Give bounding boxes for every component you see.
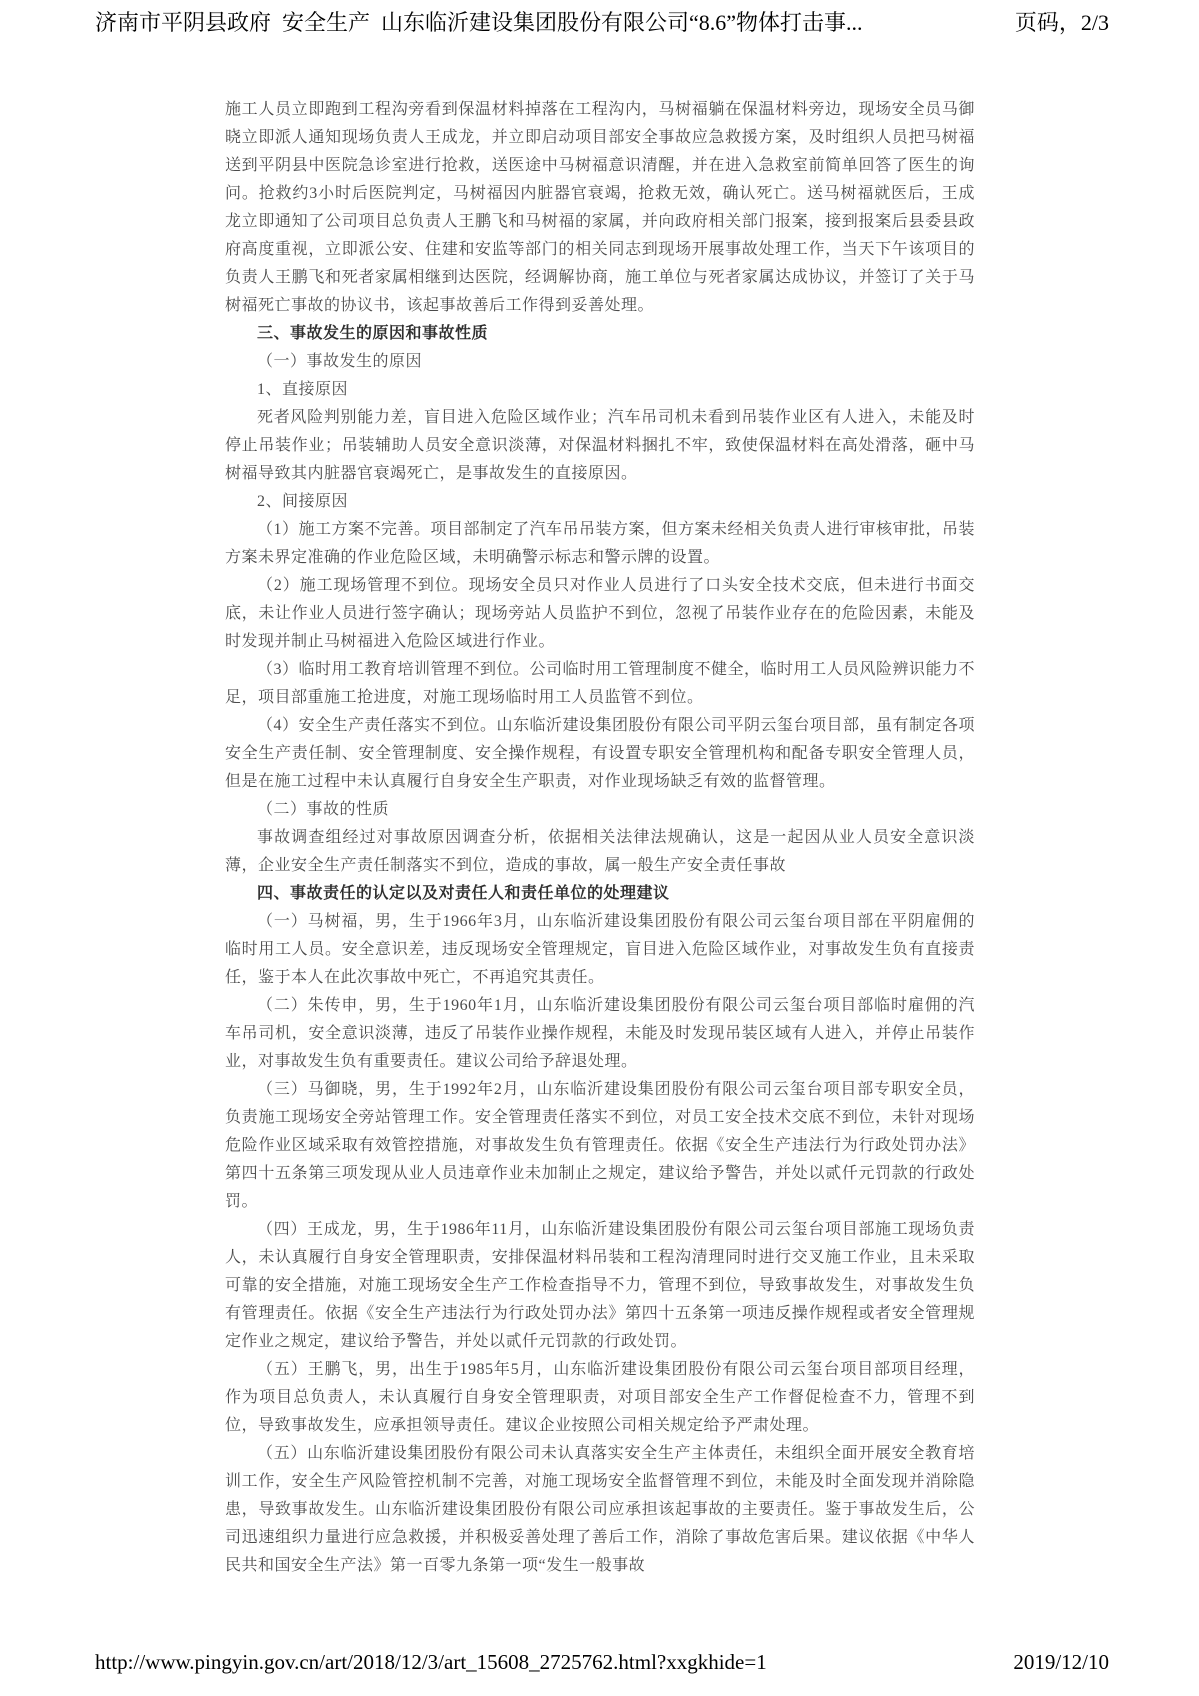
paragraph-responsible-person-1: （一）马树福，男，生于1966年3月，山东临沂建设集团股份有限公司云玺台项目部在平阴雇佣的临时用工人员。安全意识差，违反现场安全管理规定，盲目进入危险区域作业，对事故发生负有直接责任，鉴于本人在此次事故中死亡，不再追究其责任。: [225, 913, 975, 986]
paragraph-accident-nature: 事故调查组经过对事故原因调查分析，依据相关法律法规确认，这是一起因从业人员安全意识淡薄，企业安全生产责任制落实不到位，造成的事故，属一般生产安全责任事故: [225, 829, 975, 874]
header-title: 济南市平阴县政府 安全生产 山东临沂建设集团股份有限公司“8.6”物体打击事...: [95, 10, 863, 35]
paragraph-responsible-person-2: （二）朱传申，男，生于1960年1月，山东临沂建设集团股份有限公司云玺台项目部临时雇佣的汽车吊司机，安全意识淡薄，违反了吊装作业操作规程，未能及时发现吊装区域有人进入，并停止吊装作业，对事故发生负有重要责任。建议公司给予辞退处理。: [225, 997, 975, 1070]
paragraph-direct-cause: 死者风险判别能力差，盲目进入危险区域作业；汽车吊司机未看到吊装作业区有人进入，未能及时停止吊装作业；吊装辅助人员安全意识淡薄，对保温材料捆扎不牢，致使保温材料在高处滑落，砸中马树福导致其内脏器官衰竭死亡，是事故发生的直接原因。: [225, 409, 975, 482]
section-heading-responsibility: 四、事故责任的认定以及对责任人和责任单位的处理建议: [257, 885, 670, 902]
paragraph-responsible-person-5: （五）王鹏飞，男，出生于1985年5月，山东临沂建设集团股份有限公司云玺台项目部项目经理，作为项目总负责人，未认真履行自身安全管理职责，对项目部安全生产工作督促检查不力，管理不到位，导致事故发生，应承担领导责任。建议企业按照公司相关规定给予严肃处理。: [225, 1361, 975, 1434]
footer-url: http://www.pingyin.gov.cn/art/2018/12/3/art_15608_2725762.html?xxgkhide=1: [95, 1650, 767, 1674]
header-page-number: 页码，2/3: [1014, 10, 1109, 35]
paragraph-indirect-cause-4: （4）安全生产责任落实不到位。山东临沂建设集团股份有限公司平阴云玺台项目部，虽有制定各项安全生产责任制、安全管理制度、安全操作规程，有设置专职安全管理机构和配备专职安全管理人员，但是在施工过程中未认真履行自身安全生产职责，对作业现场缺乏有效的监督管理。: [225, 717, 976, 790]
paragraph-responsible-person-3: （三）马御晓，男，生于1992年2月，山东临沂建设集团股份有限公司云玺台项目部专职安全员，负责施工现场安全旁站管理工作。安全管理责任落实不到位，对员工安全技术交底不到位，未针对现场危险作业区域采取有效管控措施，对事故发生负有管理责任。依据《安全生产违法行为行政处罚办法》第四十五条第三项发现从业人员违章作业未加制止之规定，建议给予警告，并处以贰仟元罚款的行政处罚。: [225, 1081, 975, 1210]
paragraph-responsible-company: （五）山东临沂建设集团股份有限公司未认真落实安全生产主体责任，未组织全面开展安全教育培训工作，安全生产风险管控机制不完善，对施工现场安全监督管理不到位，未能及时全面发现并消除隐患，导致事故发生。山东临沂建设集团股份有限公司应承担该起事故的主要责任。鉴于事故发生后，公司迅速组织力量进行应急救援，并积极妥善处理了善后工作，消除了事故危害后果。建议依据《中华人民共和国安全生产法》第一百零九条第一项“发生一般事故: [225, 1445, 975, 1574]
section-heading-causes: 三、事故发生的原因和事故性质: [257, 325, 489, 342]
paragraph-indirect-cause-3: （3）临时用工教育培训管理不到位。公司临时用工管理制度不健全，临时用工人员风险辨识能力不足，项目部重施工抢进度，对施工现场临时用工人员监管不到位。: [225, 661, 976, 706]
label-direct-cause: 1、直接原因: [257, 381, 349, 398]
footer-date: 2019/12/10: [1013, 1650, 1109, 1674]
paragraph-indirect-cause-2: （2）施工现场管理不到位。现场安全员只对作业人员进行了口头安全技术交底，但未进行书面交底，未让作业人员进行签字确认；现场旁站人员监护不到位，忽视了吊装作业存在的危险因素，未能及时发现并制止马树福进入危险区域进行作业。: [225, 577, 975, 650]
print-footer: [95, 1650, 1109, 1675]
paragraph-indirect-cause-1: （1）施工方案不完善。项目部制定了汽车吊吊装方案，但方案未经相关负责人进行审核审批，吊装方案未界定准确的作业危险区域，未明确警示标志和警示牌的设置。: [225, 521, 976, 566]
paragraph-responsible-person-4: （四）王成龙，男，生于1986年11月，山东临沂建设集团股份有限公司云玺台项目部施工现场负责人，未认真履行自身安全管理职责，安排保温材料吊装和工程沟清理同时进行交叉施工作业，且未采取可靠的安全措施，对施工现场安全生产工作检查指导不力，管理不到位，导致事故发生，对事故发生负有管理责任。依据《安全生产违法行为行政处罚办法》第四十五条第一项违反操作规程或者安全管理规定作业之规定，建议给予警告，并处以贰仟元罚款的行政处罚。: [225, 1221, 975, 1350]
label-indirect-cause: 2、间接原因: [257, 493, 349, 510]
subsection-accident-nature: （二）事故的性质: [257, 801, 390, 818]
paragraph-rescue-narrative: 施工人员立即跑到工程沟旁看到保温材料掉落在工程沟内，马树福躺在保温材料旁边，现场安全员马御晓立即派人通知现场负责人王成龙，并立即启动项目部安全事故应急救援方案，及时组织人员把马树福送到平阴县中医院急诊室进行抢救，送医途中马树福意识清醒，并在进入急救室前简单回答了医生的询问。抢救约3小时后医院判定，马树福因内脏器官衰竭，抢救无效，确认死亡。送马树福就医后，王成龙立即通知了公司项目总负责人王鹏飞和马树福的家属，并向政府相关部门报案，接到报案后县委县政府高度重视，立即派公安、住建和安监等部门的相关同志到现场开展事故处理工作，当天下午该项目的负责人王鹏飞和死者家属相继到达医院，经调解协商，施工单位与死者家属达成协议，并签订了关于马树福死亡事故的协议书，该起事故善后工作得到妥善处理。: [225, 101, 975, 314]
document-body: [225, 96, 975, 1580]
print-header: [95, 6, 1109, 37]
subsection-cause-of-accident: （一）事故发生的原因: [257, 353, 423, 370]
